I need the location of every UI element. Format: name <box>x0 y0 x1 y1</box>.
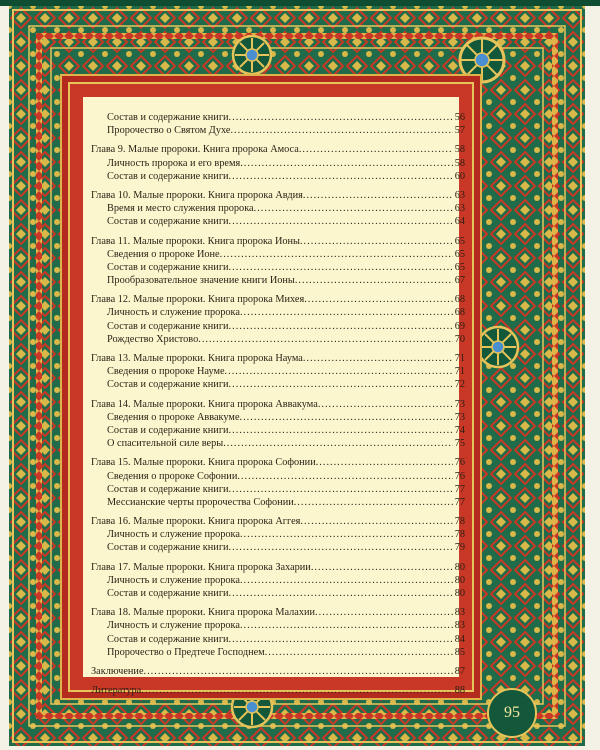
toc-subentry <box>91 620 465 633</box>
toc-chapter-entry <box>91 457 465 470</box>
toc-leader-dots <box>229 425 453 436</box>
toc-entry-title: Сведения о пророке Науме <box>107 366 225 378</box>
toc-entry-title: Сведения о пророке Аввакуме <box>107 411 240 423</box>
toc-leader-dots <box>229 542 453 553</box>
toc-leader-dots <box>141 685 452 696</box>
toc-entry-page: 68 <box>454 307 465 319</box>
toc-entry-title: Личность пророка и его время <box>107 157 241 169</box>
toc-subentry <box>91 412 465 425</box>
toc-leader-dots <box>315 607 453 618</box>
toc-subentry <box>91 366 465 379</box>
toc-subentry <box>91 438 465 451</box>
toc-entry-page: 75 <box>454 438 465 450</box>
toc-subentry <box>91 158 465 171</box>
toc-leader-dots <box>229 112 453 123</box>
toc-entry-title: Глава 17. Малые пророки. Книга пророка Захарии <box>91 561 311 573</box>
toc-entry-page: 78 <box>454 529 465 541</box>
toc-chapter-entry <box>91 685 465 698</box>
toc-chapter-entry <box>91 516 465 529</box>
toc-entry-title: Состав и содержание книги <box>107 588 229 599</box>
toc-subentry <box>91 171 465 184</box>
medallion-top-center <box>231 34 273 76</box>
toc-entry-page: 76 <box>454 457 465 469</box>
toc-entry-page: 77 <box>454 483 465 495</box>
toc-entry-page: 65 <box>454 248 465 260</box>
toc-entry-title: Глава 14. Малые пророки. Книга пророка Аввакума <box>91 398 318 410</box>
toc-entry-page: 83 <box>454 607 465 619</box>
toc-entry-title: Глава 18. Малые пророки. Книга пророка Малахии <box>91 607 316 619</box>
toc-subentry <box>91 471 465 484</box>
toc-subentry <box>91 112 465 125</box>
toc-entry-page: 71 <box>454 353 465 364</box>
toc-subentry <box>91 203 465 216</box>
toc-leader-dots <box>229 588 453 599</box>
toc-chapter-entry <box>91 294 465 307</box>
toc-subentry <box>91 216 465 229</box>
toc-entry-page: 87 <box>454 665 465 677</box>
toc-leader-dots <box>295 275 453 286</box>
toc-entry-title: Состав и содержание книги <box>107 542 229 554</box>
toc-entry-page: 80 <box>454 588 465 599</box>
toc-entry-title: Мессианские черты пророчества Софонии <box>107 496 294 508</box>
toc-entry-title: Сведения о пророке Софонии <box>107 470 238 482</box>
toc-entry-page: 73 <box>454 398 465 410</box>
toc-leader-dots <box>229 484 453 495</box>
toc-chapter-entry <box>91 607 465 620</box>
toc-subentry <box>91 542 465 555</box>
page-number: 95 <box>487 688 537 738</box>
toc-subentry <box>91 575 465 588</box>
toc-entry-title: Время и место служения пророка <box>107 203 254 215</box>
toc-entry-title: Глава 9. Малые пророки. Книга пророка Амоса <box>91 144 299 156</box>
toc-entry-page: 65 <box>454 235 465 247</box>
toc-leader-dots <box>240 529 453 540</box>
toc-leader-dots <box>300 516 452 527</box>
toc-leader-dots <box>254 203 453 214</box>
toc-chapter-entry <box>91 562 465 575</box>
toc-entry-page: 63 <box>454 189 465 201</box>
toc-entry-title: Сведения о пророке Ионе <box>107 248 220 260</box>
toc-entry-title: Глава 13. Малые пророки. Книга пророка Наума <box>91 353 303 364</box>
toc-entry-page: 77 <box>454 496 465 508</box>
toc-subentry <box>91 334 465 347</box>
toc-entry-title: Глава 11. Малые пророки. Книга пророка Ионы <box>91 235 300 247</box>
toc-entry-page: 71 <box>454 366 465 378</box>
toc-entry-page: 57 <box>454 125 465 137</box>
toc-leader-dots <box>303 353 453 364</box>
toc-entry-title: Состав и содержание книги <box>107 216 229 228</box>
table-of-contents <box>91 112 465 698</box>
toc-entry-title: Личность и служение пророка <box>107 574 240 586</box>
toc-entry-page: 72 <box>454 379 465 391</box>
toc-entry-title: Пророчество о Святом Духе <box>107 125 231 137</box>
toc-entry-page: 65 <box>454 261 465 273</box>
toc-leader-dots <box>318 399 453 410</box>
toc-subentry <box>91 249 465 262</box>
toc-subentry <box>91 275 465 288</box>
toc-leader-dots <box>311 562 453 573</box>
toc-leader-dots <box>229 379 453 390</box>
toc-leader-dots <box>316 457 453 468</box>
content-frame <box>60 74 482 700</box>
toc-leader-dots <box>240 575 453 586</box>
toc-leader-dots <box>225 366 453 377</box>
content-area <box>83 97 465 697</box>
toc-entry-title: Состав и содержание книги <box>107 424 229 436</box>
toc-entry-page: 64 <box>454 216 465 228</box>
toc-entry-title: Прообразовательное значение книги Ионы <box>107 275 295 287</box>
toc-entry-page: 80 <box>454 574 465 586</box>
toc-entry-page: 78 <box>454 516 465 528</box>
toc-entry-page: 70 <box>454 333 465 345</box>
toc-leader-dots <box>229 262 453 273</box>
toc-subentry <box>91 634 465 647</box>
toc-subentry <box>91 647 465 660</box>
toc-leader-dots <box>294 497 453 508</box>
toc-entry-title: Рождество Христово <box>107 333 199 345</box>
toc-subentry <box>91 425 465 438</box>
toc-entry-title: Литература <box>91 685 142 697</box>
toc-entry-title: Состав и содержание книги <box>107 633 229 645</box>
toc-entry-title: Глава 10. Малые пророки. Книга пророка Авдия <box>91 189 303 201</box>
toc-entry-title: Состав и содержание книги <box>107 261 229 273</box>
toc-leader-dots <box>220 249 453 260</box>
toc-leader-dots <box>229 216 453 227</box>
toc-entry-title: О спасительной силе веры <box>107 438 224 450</box>
toc-chapter-entry <box>91 236 465 249</box>
toc-entry-page: 80 <box>454 561 465 573</box>
toc-entry-page: 67 <box>454 275 465 287</box>
toc-entry-page: 84 <box>454 633 465 645</box>
toc-subentry <box>91 379 465 392</box>
toc-chapter-entry <box>91 144 465 157</box>
toc-leader-dots <box>144 666 453 677</box>
toc-leader-dots <box>300 236 453 247</box>
toc-entry-page: 63 <box>454 203 465 215</box>
toc-chapter-entry <box>91 666 465 679</box>
toc-subentry <box>91 484 465 497</box>
toc-chapter-entry <box>91 190 465 203</box>
toc-entry-page: 73 <box>454 411 465 423</box>
toc-entry-page: 74 <box>454 424 465 436</box>
toc-leader-dots <box>265 647 453 658</box>
toc-leader-dots <box>299 144 453 155</box>
toc-entry-title: Состав и содержание книги <box>107 170 229 182</box>
toc-subentry <box>91 529 465 542</box>
toc-entry-page: 60 <box>454 170 465 182</box>
toc-entry-title: Личность и служение пророка <box>107 307 240 319</box>
toc-chapter-entry <box>91 399 465 412</box>
toc-entry-title: Заключение <box>91 665 144 677</box>
toc-leader-dots <box>240 412 453 423</box>
toc-entry-page: 76 <box>454 470 465 482</box>
toc-subentry <box>91 125 465 138</box>
toc-entry-title: Глава 16. Малые пророки. Книга пророка Аггея <box>91 516 301 528</box>
toc-leader-dots <box>304 294 453 305</box>
book-page <box>9 6 585 746</box>
toc-entry-title: Личность и служение пророка <box>107 529 240 541</box>
toc-leader-dots <box>240 307 453 318</box>
toc-leader-dots <box>229 321 453 332</box>
toc-entry-page: 79 <box>454 542 465 554</box>
medallion-right-middle <box>476 325 520 369</box>
toc-entry-page: 58 <box>454 157 465 169</box>
toc-entry-page: 88 <box>454 685 465 697</box>
toc-leader-dots <box>223 438 453 449</box>
toc-entry-title: Личность и служение пророка <box>107 620 240 632</box>
toc-entry-title: Состав и содержание книги <box>107 379 229 391</box>
toc-leader-dots <box>240 158 453 169</box>
toc-entry-page: 56 <box>454 112 465 123</box>
toc-entry-page: 58 <box>454 144 465 156</box>
toc-leader-dots <box>230 125 452 136</box>
toc-chapter-entry <box>91 353 465 366</box>
toc-leader-dots <box>229 634 453 645</box>
toc-subentry <box>91 262 465 275</box>
toc-entry-title: Глава 12. Малые пророки. Книга пророка Михея <box>91 294 305 306</box>
toc-subentry <box>91 321 465 334</box>
toc-entry-title: Пророчество о Предтече Господнем <box>107 646 265 658</box>
toc-leader-dots <box>229 171 453 182</box>
toc-leader-dots <box>303 190 453 201</box>
toc-entry-page: 85 <box>454 646 465 658</box>
toc-entry-title: Состав и содержание книги <box>107 112 229 123</box>
toc-subentry <box>91 588 465 601</box>
toc-leader-dots <box>237 471 452 482</box>
toc-subentry <box>91 307 465 320</box>
toc-entry-page: 68 <box>454 294 465 306</box>
toc-subentry <box>91 497 465 510</box>
toc-entry-page: 83 <box>454 620 465 632</box>
toc-leader-dots <box>198 334 452 345</box>
content-frame-inner <box>68 82 474 697</box>
toc-entry-title: Состав и содержание книги <box>107 483 229 495</box>
toc-leader-dots <box>240 620 453 631</box>
toc-entry-title: Глава 15. Малые пророки. Книга пророка Софонии <box>91 457 316 469</box>
toc-entry-page: 69 <box>454 320 465 332</box>
toc-entry-title: Состав и содержание книги <box>107 320 229 332</box>
